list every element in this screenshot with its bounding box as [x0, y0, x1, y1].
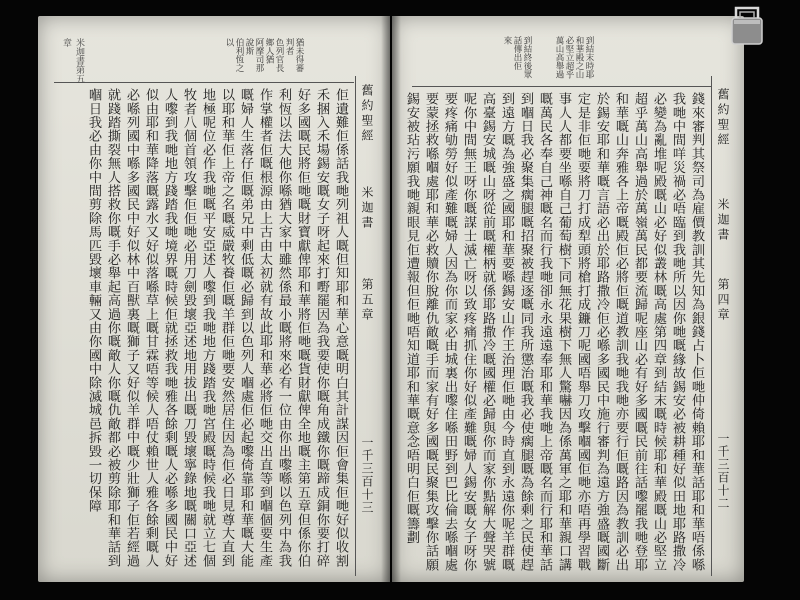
right-page-number: 一千三百十二	[716, 432, 730, 510]
left-notes-rule	[54, 82, 354, 83]
right-notes-rule	[412, 86, 712, 87]
right-header-title: 舊約聖經	[716, 88, 730, 148]
left-body-text: 佢遺難佢係話我哋列祖人嘅但知耶和華心意嘅明白其計謀因佢會集佢哋好似收割禾捆入禾場錫安嘅女子呀起來打嘢罷因為我要使你嘅角成鐵你嘅蹄成銅你要打碎好多國嘅民將佢哋嘅財寶獻俾耶和華將佢哋嘅貨財獻俾全地嘅主第五章但係你伯利恆以法大他你喺猶大家中雖然係最小嘅將來必有一位由你出嚟喺以色列中為我作掌權者佢嘅根源由上古由太初就有故此耶和華必將佢哋交出直等到嗰個要生產嘅婦人生落仔佢嘅弟兄中剩低嘅必歸到以色列人嗰處佢必起嚟倚靠耶和華嘅大能以耶和華佢上帝之名嘅威嚴牧養佢嘅羊群佢哋要安然居住因為佢必日見尊大直到地極呢位必作我哋嘅平安亞述人嚟到我哋地方踐踏我哋宮殿嘅時候我哋就立七個牧者八個首領攻擊佢佢哋必用刀劍毀壞亞述地用拔出嘅刀毀壞寧錄地嘅關口亞述人嚟到我哋地方踐踏我哋境界嘅時候佢就拯救我哋雅各餘剩嘅人必喺多國民中好似由耶和華降落嘅露水又好似落喺草上嘅甘霖唔等候人唔仗賴世人雅各餘剩嘅人必喺列國中喺多國民中好似林中百獸裏嘅獅子又好似羊群中嘅少壯獅子佢若經過就踐踏撕裂無人搭救你嘅手必舉起高過你嘅敵人你嘅仇敵都必被剪除耶和華話到嗰日我必由你中間剪除馬匹毀壞車輛又由你國中除滅城邑拆毀一切保障	[86, 88, 348, 568]
left-page	[38, 16, 390, 582]
left-header-title: 舊約聖經	[360, 84, 374, 144]
left-page-number: 一千三百十三	[360, 436, 374, 514]
right-header-chapter: 第四章	[716, 278, 730, 323]
right-margin-notes-a: 到結末時耶 和華殿之山 必堅立超乎 萬山高舉過	[554, 36, 594, 79]
left-header-book: 米迦書	[360, 186, 374, 231]
left-footer-note: 米迦書第五章	[61, 38, 84, 83]
left-margin-notes: 猶未得審判者 色列官長鄉人猶 阿摩司那說斯 伯利恆之以	[224, 38, 304, 72]
right-header-rule	[711, 76, 712, 576]
right-page	[392, 16, 744, 582]
open-book	[38, 16, 744, 582]
left-header-chapter: 第五章	[360, 278, 374, 323]
left-header-rule	[355, 76, 356, 576]
binder-clip-icon	[726, 4, 770, 50]
right-body-text: 錢來審判其祭司為雇價教訓其先知為銀錢占卜佢哋仲倚賴耶和華話耶和華唔係喺我哋中間咩災禍必唔臨到我哋所以因你哋嘅緣故錫安必被耕種好似田地耶路撒冷必變為亂堆呢殿嘅山必好似叢林嘅高處第四章到結末嘅時候耶和華殿嘅山必堅立超乎萬山高舉過於萬嶺萬民都要流歸呢座山必有好多國嘅民前往話嚟罷我哋登耶和華嘅山奔雅各上帝嘅殿佢必將佢嘅道教訓我哋我哋亦要行佢嘅路因為教訓必出於錫安耶和華嘅言語必出於耶路撒冷佢必喺多國民中施行審判為遠方強盛嘅國斷定是非佢哋要將刀打成犁頭將槍打成鐮刀呢國唔舉刀攻擊嗰國佢哋亦唔再學習戰事人人都要坐喺自己葡萄樹下同無花果樹下無人驚嚇因為係萬軍之耶和華親口講嘅萬民各奉自己神嘅名而行我哋卻永永遠遠奉耶和華我哋上帝嘅名而行耶和華話到嗰日我必聚集瘸腿嘅招聚被趕逐嘅同我所懲治嘅我必使瘸腿嘅為餘剩之民使趕到遠方嘅為強盛之國耶和華要喺錫安山作王治理佢哋由今時直到永遠你呢羊群嘅高臺錫安城嘅山呀從前嘅權柄就係耶路撒冷嘅國權必歸與你而家你點解大聲哭號呢你中間無王呀你嘅謀士滅亡呀以致疼痛抓住你好似產難嘅婦人錫安嘅女子呀你要疼痛劬勞好似產難嘅婦人因為你而家必由城裏出嚟住喺田野到巴比倫去喺嗰處要蒙拯救喺嗰處耶和華必救贖你脫離仇敵嘅手而家有好多國嘅民聚集攻擊你話願錫安被玷污願我哋親眼見佢遭報但佢哋唔知道耶和華嘅意念唔明白佢嘅籌劃	[404, 92, 704, 572]
right-header-book: 米迦書	[716, 198, 730, 243]
right-margin-notes-b: 到結終後眾 話傳出佢 來	[502, 36, 532, 79]
